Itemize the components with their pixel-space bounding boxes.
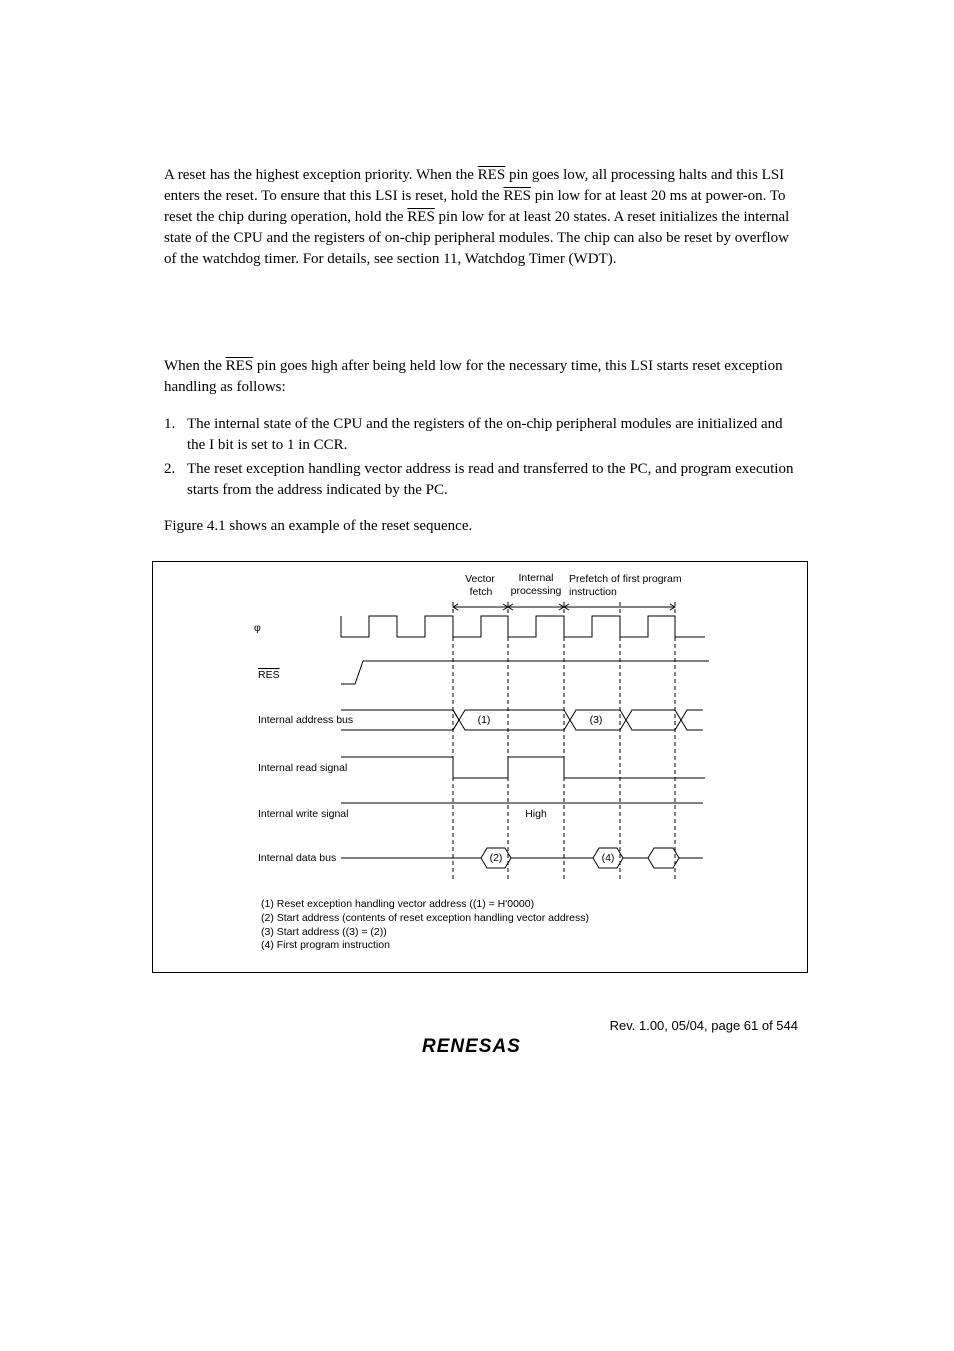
figure-intro-text: Figure 4.1 shows an example of the reset sequence.: [164, 518, 473, 534]
timing-guides: [453, 602, 675, 882]
res-overbar-text: $\overline{RES}$: [503, 188, 531, 204]
signal-read-label: Internal read signal: [258, 762, 348, 774]
figure-note: (4) First program instruction: [261, 939, 390, 951]
address-label-1: (1): [477, 714, 491, 726]
write-high-label: High: [525, 808, 547, 820]
phase-vector-arrow: [453, 604, 508, 610]
timing-diagram: [153, 562, 809, 974]
data-label-2: (2): [489, 852, 503, 864]
figure-note: (1) Reset exception handling vector address ((1) = H'0000): [261, 898, 535, 910]
figure-note: (3) Start address ((3) = (2)): [261, 926, 387, 938]
data-label-4: (4): [601, 852, 615, 864]
signal-phi-label: φ: [254, 622, 261, 634]
renesas-logo: RENESAS: [422, 1036, 521, 1057]
phase-vector-label: fetch: [469, 586, 493, 598]
read-signal-waveform: [341, 757, 705, 778]
phase-internal-label: processing: [510, 585, 562, 597]
address-label-3: (3): [589, 714, 603, 726]
phase-internal-arrow: [508, 604, 564, 610]
reset-sequence-figure: [152, 561, 808, 973]
res-overbar-text: $\overline{RES}$: [225, 358, 254, 374]
res-waveform: [341, 661, 709, 684]
address-bus-waveform: [341, 710, 703, 730]
signal-res-label: RES: [258, 669, 280, 681]
phase-internal-label: Internal: [518, 572, 554, 584]
revision-page-footer: Rev. 1.00, 05/04, page 61 of 544: [609, 1018, 798, 1033]
res-overbar-text: $\overline{RES}$: [407, 209, 435, 225]
data-bus-waveform: [341, 848, 703, 868]
phase-prefetch-label: instruction: [569, 586, 617, 598]
figure-note: (2) Start address (contents of reset exception handling vector address): [261, 912, 590, 924]
reset-paragraph-1: A reset has the highest exception priority. When the $\overline{RES}$ pin goes low, all processing halts and this LSI enters the reset. To ensure that this LSI is reset, hold the $\overline{RES}$ pin low for at least 20 ms at power-on. To reset the chip during operation, hold the $\overline{RES}$ pin low for at least 20 states. A reset initializes the internal state of the CPU and the registers of on-chip peripheral modules. The chip can also be reset by overflow of the watchdog timer. For details, see section 11, Watchdog Timer (WDT).: [164, 167, 790, 267]
signal-data-bus-label: Internal data bus: [258, 852, 337, 864]
signal-address-bus-label: Internal address bus: [258, 714, 354, 726]
clock-waveform: [341, 616, 705, 637]
phase-vector-label: Vector: [465, 573, 495, 585]
reset-paragraph-2: When the $\overline{RES}$ pin goes high after being held low for the necessary time, this LSI starts reset exception handling as follows:: [164, 358, 783, 395]
phase-prefetch-label: Prefetch of first program: [569, 573, 682, 585]
res-overbar-text: $\overline{RES}$: [477, 167, 506, 183]
signal-write-label: Internal write signal: [258, 808, 349, 820]
